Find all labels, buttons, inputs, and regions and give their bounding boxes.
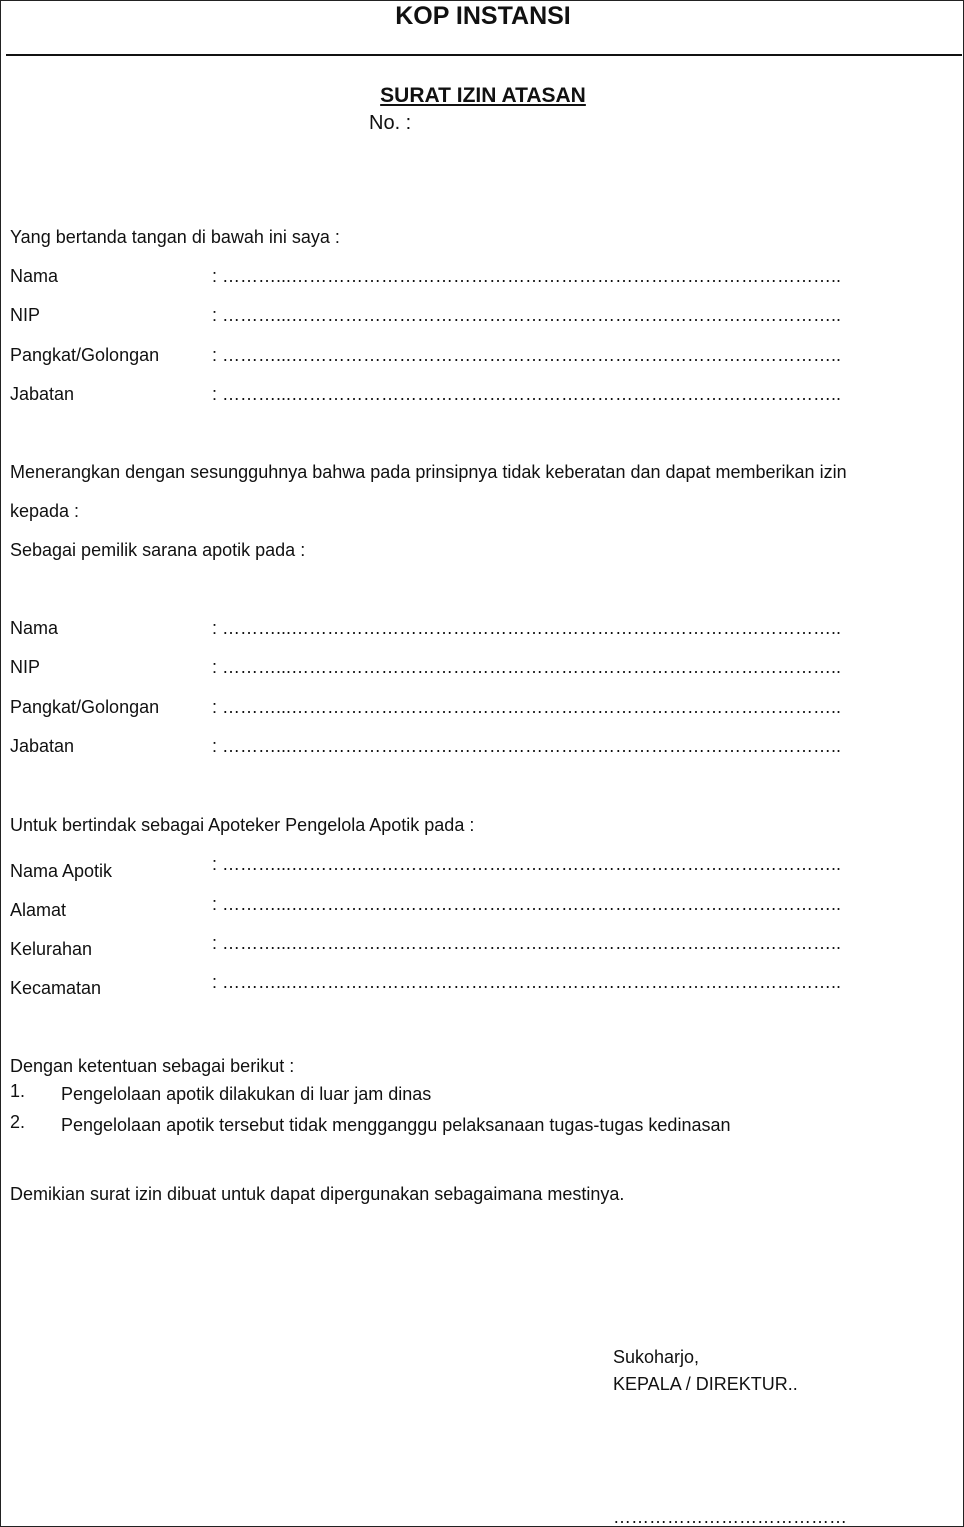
condition-number: 2. <box>10 1112 26 1132</box>
signer-field-value: : ………...……………………………………………………………………………….. <box>212 266 842 286</box>
pharmacy-field-value: : ………...……………………………………………………………………………….. <box>212 854 842 874</box>
owner-field-value: : ………...……………………………………………………………………………….. <box>212 618 842 638</box>
signature-position: KEPALA / DIREKTUR.. <box>613 1374 798 1394</box>
pharmacy-field-label: Kelurahan <box>10 939 93 959</box>
owner-field-value: : ………...……………………………………………………………………………….. <box>212 657 842 677</box>
pharmacy-intro: Untuk bertindak sebagai Apoteker Pengelola Apotik pada : <box>10 815 475 835</box>
condition-number: 1. <box>10 1081 26 1101</box>
letter-title: SURAT IZIN ATASAN <box>380 84 586 107</box>
closing-text: Demikian surat izin dibuat untuk dapat dipergunakan sebagaimana mestinya. <box>10 1184 625 1204</box>
owner-field-value: : ………...……………………………………………………………………………….. <box>212 736 842 756</box>
pharmacy-field-label: Nama Apotik <box>10 861 113 881</box>
owner-field-label: Pangkat/Golongan <box>10 697 160 717</box>
letterhead-divider <box>6 54 962 56</box>
owner-field-value: : ………...……………………………………………………………………………….. <box>212 697 842 717</box>
owner-field-label: Jabatan <box>10 736 75 756</box>
signature-place: Sukoharjo, <box>613 1347 700 1367</box>
signer-field-label: NIP <box>10 305 41 325</box>
statement-line-2: kepada : <box>10 501 80 521</box>
pharmacy-field-value: : ………...……………………………………………………………………………….. <box>212 933 842 953</box>
letter-number: No. : <box>369 112 412 134</box>
signer-field-label: Pangkat/Golongan <box>10 345 160 365</box>
signer-field-value: : ………...……………………………………………………………………………….. <box>212 345 842 365</box>
owner-intro: Sebagai pemilik sarana apotik pada : <box>10 540 306 560</box>
condition-text: Pengelolaan apotik dilakukan di luar jam dinas <box>61 1084 432 1104</box>
pharmacy-field-value: : ………...……………………………………………………………………………….. <box>212 894 842 914</box>
owner-field-label: Nama <box>10 618 59 638</box>
signer-field-label: Nama <box>10 266 59 286</box>
signature-name-line: ………………………………… <box>613 1507 847 1527</box>
owner-field-label: NIP <box>10 657 41 677</box>
conditions-intro: Dengan ketentuan sebagai berikut : <box>10 1056 295 1076</box>
intro-text: Yang bertanda tangan di bawah ini saya : <box>10 227 340 247</box>
pharmacy-field-label: Alamat <box>10 900 67 920</box>
condition-text: Pengelolaan apotik tersebut tidak mengganggu pelaksanaan tugas-tugas kedinasan <box>61 1115 731 1135</box>
signer-field-value: : ………...……………………………………………………………………………….. <box>212 305 842 325</box>
letterhead-title: KOP INSTANSI <box>395 2 571 30</box>
pharmacy-field-label: Kecamatan <box>10 978 102 998</box>
signer-field-value: : ………...……………………………………………………………………………….. <box>212 384 842 404</box>
signer-field-label: Jabatan <box>10 384 75 404</box>
statement-line-1: Menerangkan dengan sesungguhnya bahwa pada prinsipnya tidak keberatan dan dapat memberikan izin <box>10 462 847 482</box>
pharmacy-field-value: : ………...……………………………………………………………………………….. <box>212 972 842 992</box>
